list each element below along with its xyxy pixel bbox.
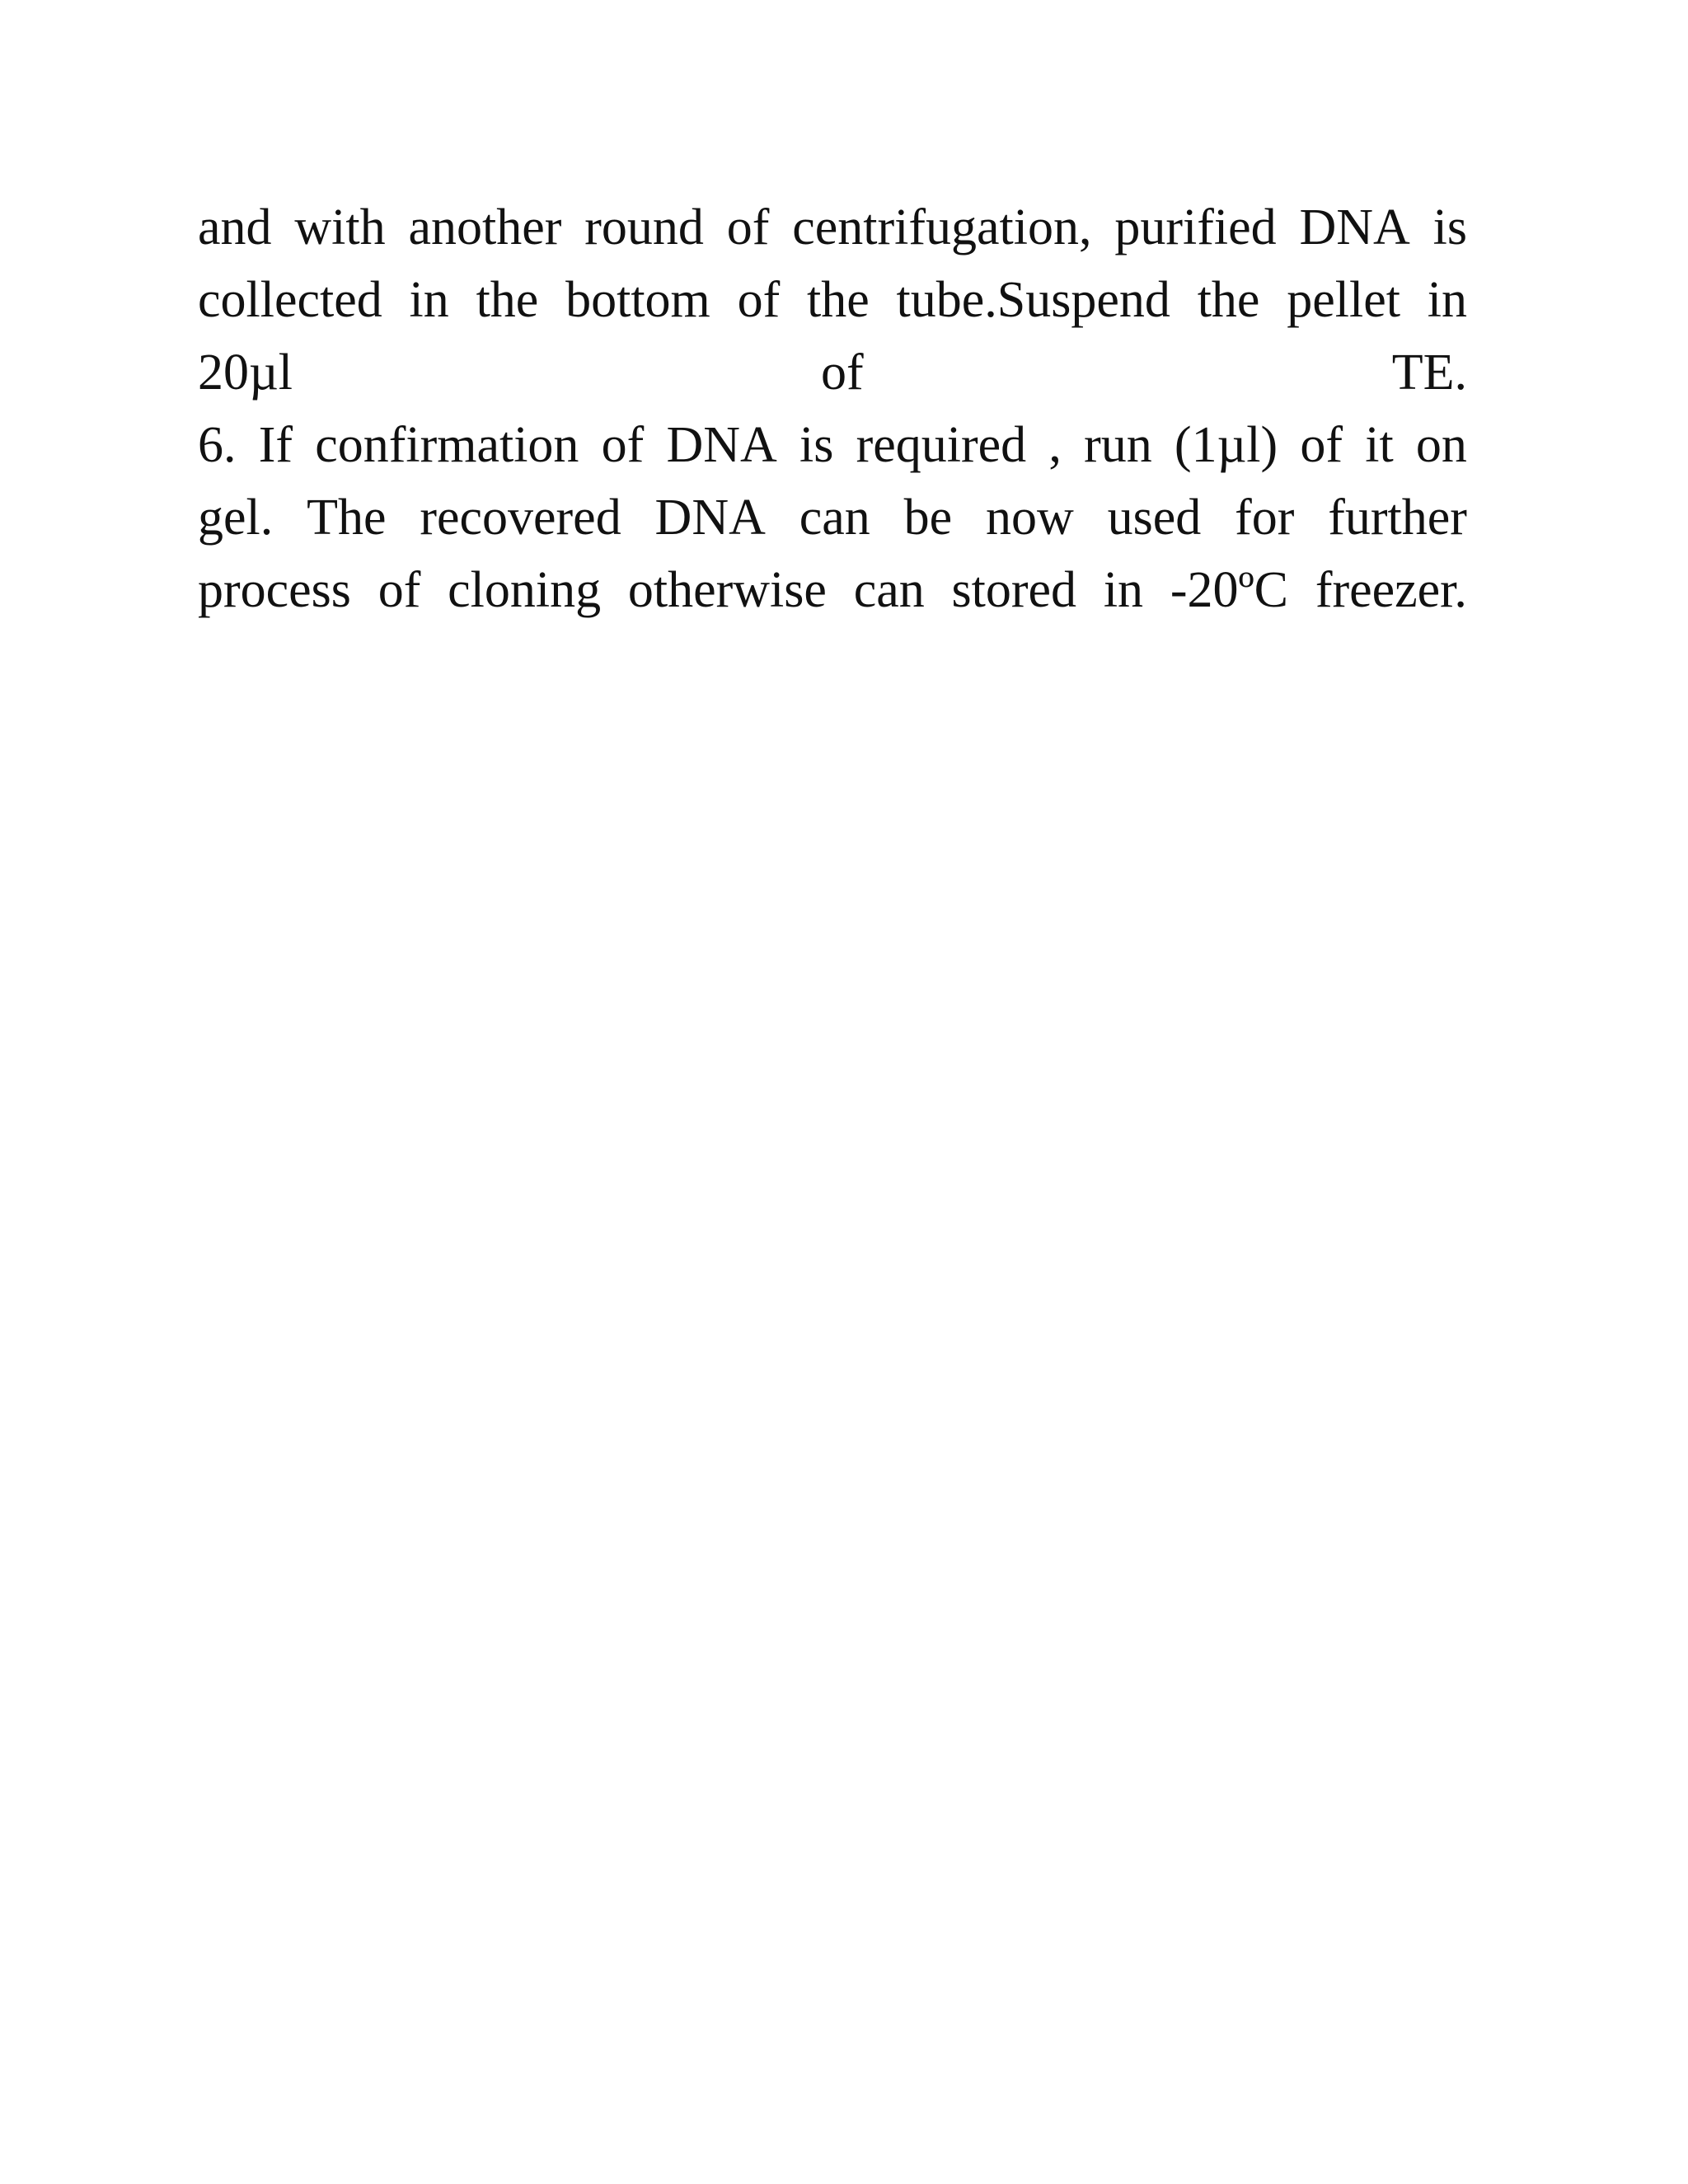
word: used: [1107, 490, 1202, 546]
text-line-3: [198, 336, 1467, 409]
word: If: [258, 417, 293, 473]
word: of: [821, 344, 864, 401]
word: process: [198, 562, 351, 618]
word: The: [307, 490, 387, 546]
word: of: [377, 562, 421, 618]
word: now: [985, 490, 1074, 546]
word: round: [584, 199, 704, 255]
word: in: [1103, 562, 1144, 618]
word: cloning: [448, 562, 602, 618]
word: of: [737, 272, 781, 328]
text-line-5: [198, 481, 1467, 554]
word: otherwise: [627, 562, 827, 618]
word: 6.: [198, 417, 237, 473]
word: tube.Suspend: [896, 272, 1170, 328]
word: for: [1235, 490, 1295, 546]
word: can: [799, 490, 870, 546]
word: in: [1427, 272, 1467, 328]
word: further: [1328, 490, 1467, 546]
word: stored: [951, 562, 1077, 618]
word: centrifugation,: [792, 199, 1092, 255]
word: in: [409, 272, 449, 328]
text-line-2: [198, 264, 1467, 336]
word: of: [601, 417, 645, 473]
word: of: [1300, 417, 1343, 473]
word: the: [807, 272, 870, 328]
word: ,: [1048, 417, 1062, 473]
word: on: [1415, 417, 1467, 473]
word: collected: [198, 272, 382, 328]
word: gel.: [198, 490, 274, 546]
text-line-4: [198, 409, 1467, 481]
word: purified: [1114, 199, 1277, 255]
word: DNA: [654, 490, 766, 546]
word: another: [408, 199, 562, 255]
text-line-1: [198, 191, 1467, 264]
word: and: [198, 199, 272, 255]
word: be: [903, 490, 953, 546]
word: freezer.: [1315, 562, 1467, 618]
word: with: [294, 199, 386, 255]
word: it: [1365, 417, 1394, 473]
word: DNA: [1299, 199, 1410, 255]
word: can: [853, 562, 925, 618]
word: the: [1197, 272, 1260, 328]
word: -20ºC: [1170, 562, 1289, 618]
word: (1µl): [1174, 417, 1278, 473]
text-line-6: [198, 554, 1467, 626]
word: TE.: [1391, 344, 1467, 401]
body-text: [198, 191, 1467, 626]
word: the: [476, 272, 539, 328]
word: bottom: [565, 272, 710, 328]
word: is: [799, 417, 834, 473]
word: confirmation: [315, 417, 579, 473]
word: required: [856, 417, 1027, 473]
word: of: [726, 199, 770, 255]
word: recovered: [420, 490, 621, 546]
word: DNA: [666, 417, 777, 473]
word: is: [1432, 199, 1467, 255]
word: 20µl: [198, 344, 293, 401]
word: pellet: [1287, 272, 1400, 328]
word: run: [1084, 417, 1152, 473]
